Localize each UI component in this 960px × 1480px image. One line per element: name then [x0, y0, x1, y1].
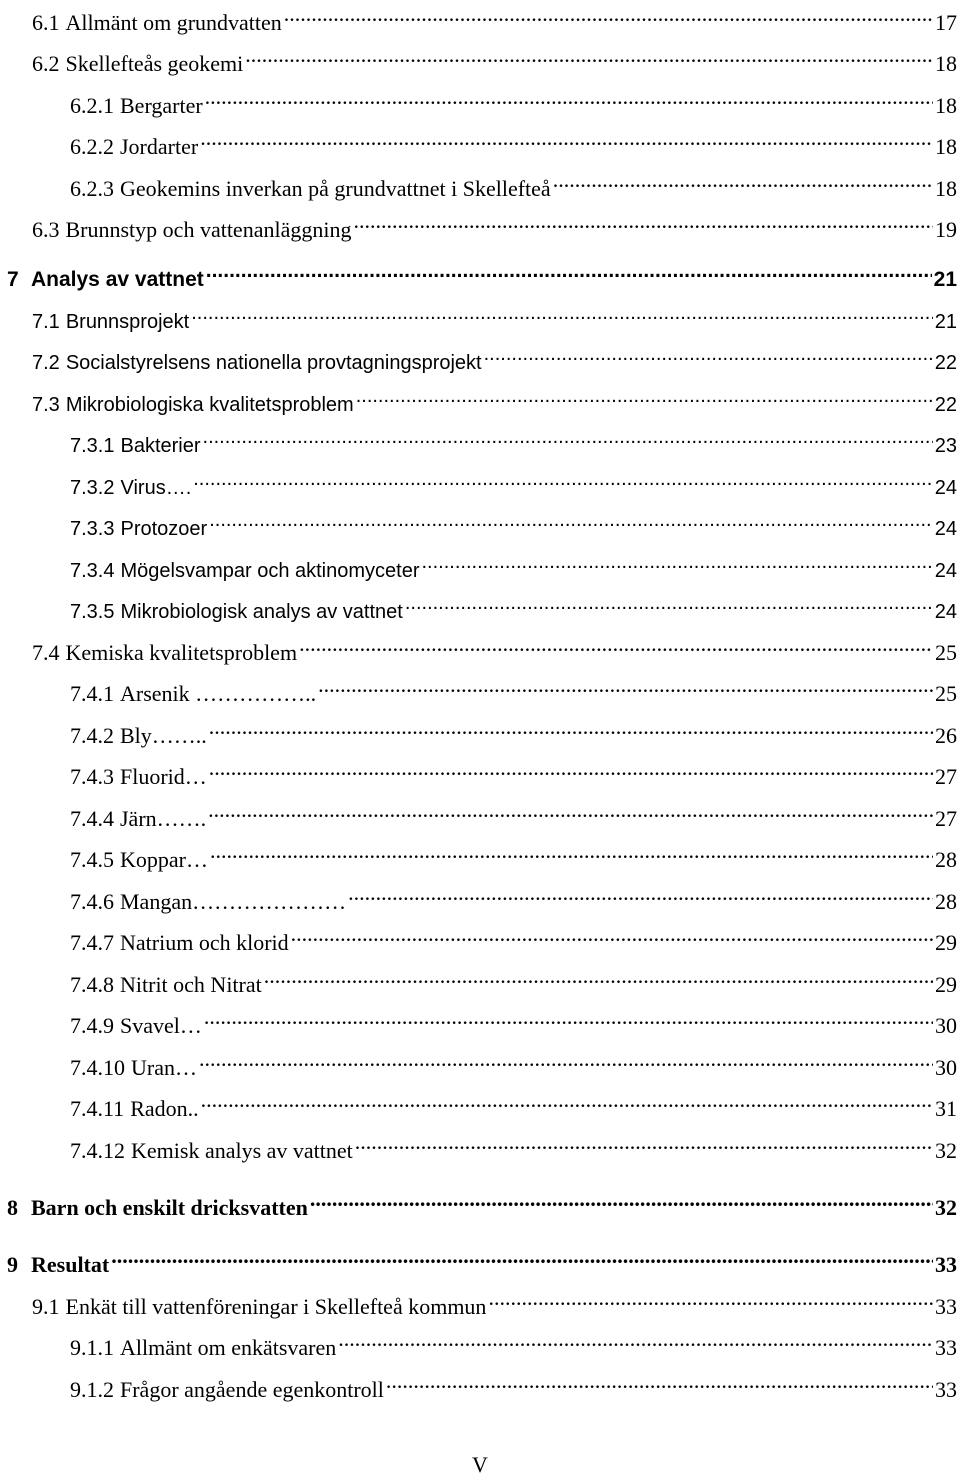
- toc-entry-title: Skellefteås geokemi: [65, 51, 244, 76]
- toc-entry[interactable]: [7, 256, 957, 291]
- toc-entry-number: 7.4.8: [70, 972, 114, 997]
- toc-entry-page: 31: [935, 1096, 957, 1121]
- toc-entry-page: 30: [935, 1055, 957, 1080]
- toc-entry-number: 7.3.5: [70, 601, 115, 623]
- toc-entry-title: Svavel…: [120, 1013, 202, 1038]
- toc-entry-title: Järn…….: [120, 806, 207, 831]
- toc-dot-leader: [488, 1284, 933, 1314]
- toc-dot-leader: [245, 41, 933, 71]
- toc-entry-page: 22: [934, 394, 957, 416]
- toc-dot-leader: [484, 339, 933, 369]
- toc-entry[interactable]: [70, 920, 957, 955]
- toc-entry-title: Brunnstyp och vattenanläggning: [65, 217, 352, 242]
- toc-entry-number: 6.3: [32, 217, 60, 242]
- toc-entry-title: Brunnsprojekt: [65, 311, 190, 333]
- toc-entry-page: 32: [935, 1138, 957, 1163]
- toc-entry[interactable]: [70, 1045, 957, 1080]
- toc-entry-number: 7.4.9: [70, 1013, 114, 1038]
- toc-dot-leader: [553, 166, 933, 196]
- toc-entry[interactable]: [70, 754, 957, 789]
- toc-entry-number: 7.4.10: [70, 1055, 125, 1080]
- toc-entry-number: 9: [7, 1252, 18, 1277]
- toc-entry-title: Mangan…………………: [120, 889, 347, 914]
- toc-entry-title: Radon..: [130, 1096, 199, 1121]
- toc-entry[interactable]: [32, 630, 957, 665]
- toc-entry-page: 24: [934, 477, 957, 499]
- toc-entry[interactable]: [70, 505, 957, 540]
- toc-dot-leader: [355, 1128, 933, 1158]
- toc-entry-title: Mikrobiologiska kvalitetsproblem: [65, 394, 354, 416]
- toc-dot-leader: [111, 1242, 933, 1272]
- toc-entry[interactable]: [70, 962, 957, 997]
- toc-entry-page: 27: [935, 764, 957, 789]
- toc-entry[interactable]: [70, 588, 957, 623]
- toc-dot-leader: [291, 920, 933, 950]
- toc-entry-title: Bergarter: [120, 93, 203, 118]
- toc-dot-leader: [353, 207, 933, 237]
- toc-entry-title: Uran…: [131, 1055, 197, 1080]
- toc-entry[interactable]: [32, 298, 957, 333]
- toc-entry-number: 8: [7, 1195, 18, 1220]
- toc-dot-leader: [284, 0, 933, 30]
- toc-entry[interactable]: [70, 464, 957, 499]
- toc-entry-title: Mikrobiologisk analys av vattnet: [120, 601, 403, 623]
- toc-dot-leader: [264, 962, 933, 992]
- toc-entry-number: 7.4.6: [70, 889, 114, 914]
- toc-dot-leader: [200, 124, 933, 154]
- toc-entry-title: Fluorid…: [120, 764, 207, 789]
- toc-entry-page: 24: [934, 560, 957, 582]
- toc-dot-leader: [203, 422, 933, 452]
- toc-entry[interactable]: [70, 879, 957, 914]
- toc-entry-title: Barn och enskilt dricksvatten: [31, 1195, 308, 1220]
- toc-dot-leader: [209, 505, 933, 535]
- toc-entry[interactable]: [70, 547, 957, 582]
- toc-entry-number: 7.4.7: [70, 930, 114, 955]
- toc-entry-title: Socialstyrelsens nationella provtagningsprojekt: [65, 352, 482, 374]
- toc-entry[interactable]: [70, 1003, 957, 1038]
- toc-entry-page: 28: [935, 889, 957, 914]
- toc-entry[interactable]: [70, 713, 957, 748]
- toc-entry[interactable]: [70, 83, 957, 118]
- toc-entry-title: Natrium och klorid: [120, 930, 289, 955]
- toc-dot-leader: [318, 671, 933, 701]
- toc-entry-number: 7.4: [32, 640, 60, 665]
- toc-entry-title: Bly……..: [120, 723, 207, 748]
- toc-entry-title: Protozoer: [120, 518, 208, 540]
- toc-entry-page: 25: [935, 640, 957, 665]
- toc-entry-number: 7.4.4: [70, 806, 114, 831]
- toc-entry-number: 7.3.1: [70, 435, 115, 457]
- toc-dot-leader: [205, 83, 933, 113]
- toc-entry-number: 7.4.5: [70, 847, 114, 872]
- toc-dot-leader: [209, 754, 933, 784]
- toc-entry[interactable]: [70, 796, 957, 831]
- toc-dot-leader: [209, 713, 933, 743]
- toc-entry-title: Kemiska kvalitetsproblem: [65, 640, 298, 665]
- toc-entry-number: 7.3: [32, 394, 60, 416]
- toc-entry-number: 6.1: [32, 10, 60, 35]
- toc-entry-title: Nitrit och Nitrat: [120, 972, 262, 997]
- toc-entry[interactable]: [70, 124, 957, 159]
- toc-dot-leader: [210, 837, 933, 867]
- toc-dot-leader: [310, 1185, 933, 1215]
- toc-dot-leader: [206, 256, 932, 286]
- toc-entry-page: 24: [934, 518, 957, 540]
- toc-entry-page: 22: [934, 352, 957, 374]
- toc-entry-page: 33: [935, 1252, 957, 1277]
- toc-entry[interactable]: [70, 1367, 957, 1402]
- toc-entry[interactable]: [70, 422, 957, 457]
- toc-entry-page: 27: [935, 806, 957, 831]
- toc-entry-page: 19: [935, 217, 957, 242]
- toc-dot-leader: [356, 381, 933, 411]
- toc-entry[interactable]: [70, 166, 957, 201]
- toc-entry-page: 29: [935, 930, 957, 955]
- toc-dot-leader: [422, 547, 933, 577]
- toc-entry-title: Allmänt om grundvatten: [65, 10, 282, 35]
- toc-entry-page: 33: [935, 1377, 957, 1402]
- toc-entry-page: 30: [935, 1013, 957, 1038]
- toc-entry-number: 7.3.3: [70, 518, 115, 540]
- toc-dot-leader: [199, 1045, 933, 1075]
- toc-entry-title: Virus….: [120, 477, 192, 499]
- toc-entry-page: 25: [935, 681, 957, 706]
- toc-dot-leader: [348, 879, 933, 909]
- toc-entry-title: Koppar…: [120, 847, 208, 872]
- toc-entry-page: 24: [934, 601, 957, 623]
- toc-entry[interactable]: [70, 1325, 957, 1360]
- toc-entry-page: 32: [935, 1195, 957, 1220]
- toc-entry-page: 29: [935, 972, 957, 997]
- toc-entry-page: 23: [934, 435, 957, 457]
- toc-entry[interactable]: [70, 837, 957, 872]
- toc-entry-number: 7.4.3: [70, 764, 114, 789]
- toc-entry[interactable]: [32, 41, 957, 76]
- toc-entry-number: 9.1.1: [70, 1335, 114, 1360]
- toc-entry[interactable]: [70, 671, 957, 706]
- toc-entry-page: 18: [935, 51, 957, 76]
- toc-entry-title: Bakterier: [120, 435, 201, 457]
- toc-entry-page: 18: [935, 176, 957, 201]
- toc-entry-page: 21: [933, 268, 957, 291]
- toc-entry-page: 33: [935, 1294, 957, 1319]
- toc-entry-title: Analys av vattnet: [31, 268, 204, 291]
- toc-entry[interactable]: [32, 207, 957, 242]
- toc-entry-number: 9.1.2: [70, 1377, 114, 1402]
- toc-entry[interactable]: [32, 0, 957, 35]
- toc-entry-page: 28: [935, 847, 957, 872]
- toc-entry[interactable]: [32, 381, 957, 416]
- toc-entry-title: Resultat: [31, 1252, 110, 1277]
- toc-dot-leader: [204, 1003, 933, 1033]
- toc-entry-page: 17: [935, 10, 957, 35]
- toc-entry-number: 9.1: [32, 1294, 60, 1319]
- toc-entry-number: 7.3.2: [70, 477, 115, 499]
- toc-dot-leader: [299, 630, 933, 660]
- toc-entry[interactable]: [7, 1185, 957, 1220]
- toc-entry-page: 18: [935, 93, 957, 118]
- toc-entry-number: 7.3.4: [70, 560, 115, 582]
- toc-dot-leader: [386, 1367, 933, 1397]
- toc-entry-number: 6.2.1: [70, 93, 114, 118]
- toc-dot-leader: [201, 1086, 933, 1116]
- toc-entry-page: 26: [935, 723, 957, 748]
- toc-entry-number: 7.4.11: [70, 1096, 125, 1121]
- toc-entry[interactable]: [7, 1242, 957, 1277]
- toc-dot-leader: [208, 796, 933, 826]
- toc-entry[interactable]: [70, 1086, 957, 1121]
- page-number: V: [472, 1452, 488, 1477]
- toc-entry-number: 7.1: [32, 311, 60, 333]
- toc-entry-page: 18: [935, 134, 957, 159]
- toc-dot-leader: [405, 588, 933, 618]
- toc-entry-number: 6.2: [32, 51, 60, 76]
- toc-entry-title: Frågor angående egenkontroll: [120, 1377, 384, 1402]
- toc-entry-title: Arsenik ……………..: [120, 681, 317, 706]
- toc-entry-title: Mögelsvampar och aktinomyceter: [120, 560, 420, 582]
- toc-entry-title: Kemisk analys av vattnet: [131, 1138, 353, 1163]
- toc-entry-number: 7.4.2: [70, 723, 114, 748]
- toc-dot-leader: [338, 1325, 933, 1355]
- toc-entry[interactable]: [32, 1284, 957, 1319]
- toc-entry-title: Jordarter: [120, 134, 199, 159]
- toc-dot-leader: [193, 464, 933, 494]
- toc-entry-number: 7.4.1: [70, 681, 114, 706]
- toc-entry[interactable]: [32, 339, 957, 374]
- toc-entry-page: 33: [935, 1335, 957, 1360]
- toc-entry-title: Geokemins inverkan på grundvattnet i Skellefteå: [120, 176, 551, 201]
- toc-entry-number: 7.2: [32, 352, 60, 374]
- toc-entry[interactable]: [70, 1128, 957, 1163]
- toc-entry-page: 21: [934, 311, 957, 333]
- toc-entry-number: 6.2.2: [70, 134, 114, 159]
- toc-entry-title: Enkät till vattenföreningar i Skellefteå kommun: [65, 1294, 487, 1319]
- toc-entry-number: 7: [7, 268, 19, 291]
- toc-entry-number: 6.2.3: [70, 176, 114, 201]
- toc-dot-leader: [191, 298, 933, 328]
- toc-entry-number: 7.4.12: [70, 1138, 125, 1163]
- toc-entry-title: Allmänt om enkätsvaren: [120, 1335, 337, 1360]
